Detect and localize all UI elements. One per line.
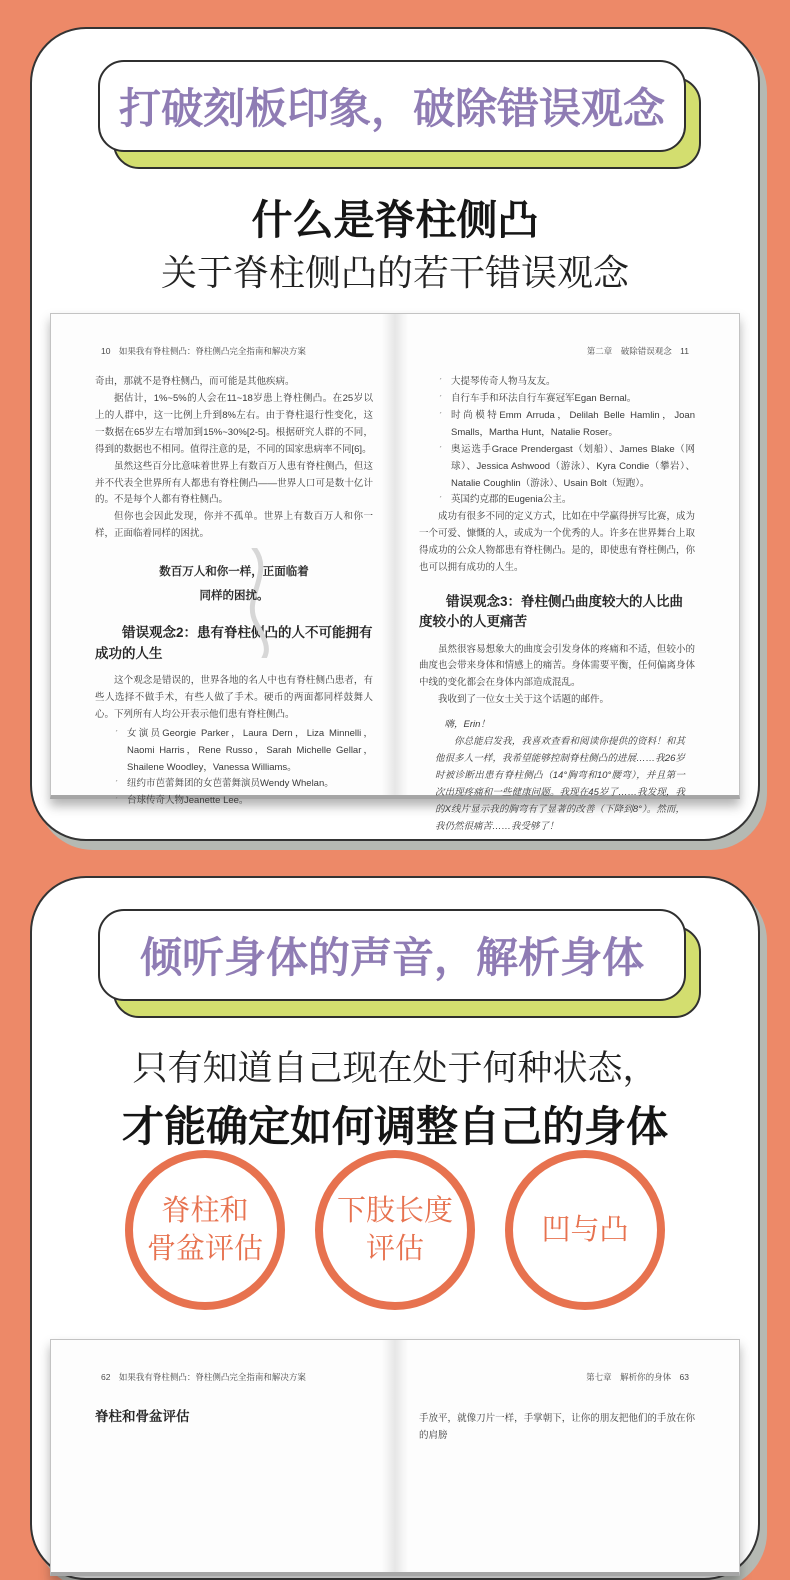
celebrity-list-left (95, 726, 373, 811)
running-title: 第七章 解析你的身体 (586, 1372, 672, 1382)
bullet-icon: ˊ (439, 377, 442, 388)
book1-left-running-head (95, 344, 373, 359)
letter-salutation: 嗨，Erin！ (444, 719, 490, 731)
paragraph: 但你也会因此发现，你并不孤单。世界上有数百万人和你一样，正面临着同样的困扰。 (95, 511, 373, 540)
book2-right-page (395, 1340, 739, 1572)
section2-line2: 才能确定如何调整自己的身体 (121, 1103, 668, 1150)
book1-left-page (51, 314, 395, 807)
pull-quote-line2: 同样的困扰。 (199, 590, 269, 603)
book2-right-running-head (419, 1370, 695, 1385)
section1-title: 什么是脊柱侧凸 (251, 197, 539, 243)
book2-left-running-head (95, 1370, 373, 1385)
section1-badge-label: 打破刻板印象，破除错误观念 (118, 85, 665, 132)
bullet-icon: ˊ (439, 410, 442, 421)
page-number: 10 (101, 346, 111, 356)
section-card-assessment (30, 876, 760, 1580)
list-item: ˊ 时尚模特Emm Arruda，Delilah Belle Hamlin，Joan Smalls，Martha Hunt，Natalie Roser。 (439, 409, 695, 438)
running-title: 如果我有脊柱侧凸：脊柱侧凸完全指南和解决方案 (118, 346, 306, 356)
list-item: ˊ 自行车手和环法自行车赛冠军Egan Bernal。 (441, 391, 695, 408)
section2-line1: 只有知道自己现在处于何种状态， (132, 1049, 658, 1088)
paragraph: 虽然很容易想象大的曲度会引发身体的疼痛和不适，但较小的曲度也会带来身体和情感上的痛苦。身体需要平衡，任何偏离身体中线的变化都会在身体内部造成混乱。 (419, 643, 695, 689)
list-item: ˊ 台球传奇人物Jeanette Lee。 (117, 793, 373, 810)
running-title: 第二章 破除错误观念 (586, 346, 672, 356)
section1-subtitle: 关于脊柱侧凸的若干错误观念 (160, 252, 629, 293)
circle-spine-pelvis-assessment: 脊柱和 骨盆评估 (125, 1150, 285, 1310)
list-item: ˊ 女演员Georgie Parker，Laura Dern，Liza Minnelli，Naomi Harris，Rene Russo，Sarah Michelle Gellar，Shailene Woodley，Vanessa Williams。 (115, 727, 373, 773)
list-item: ˊ 奥运选手Grace Prendergast（划船）、James Blake（网球）、Jessica Ashwood（游泳）、Kyra Condie（攀岩）、Natalie Coughlin（游泳）、Usain Bolt（短跑）。 (439, 443, 695, 489)
section2-badge-label: 倾听身体的声音，解析身体 (139, 934, 644, 981)
book1-right-running-head (419, 344, 695, 359)
page-number: 11 (680, 346, 689, 356)
book-spread-photo-2 (50, 1339, 740, 1576)
assessment-circles (32, 1150, 758, 1310)
paragraph: 虽然这些百分比意味着世界上有数百万人患有脊柱侧凸，但这并不代表全世界所有人都患有脊柱侧凸——世界人口可是数十亿计的。不是每个人都有脊柱侧凸。 (95, 460, 373, 506)
paragraph: 据估计，1%~5%的人会在11~18岁患上脊柱侧凸。在25岁以上的人群中，这一比例上升到8%左右。由于脊柱退行性变化，这一数据在65岁左右增加到15%~30%[2-5]。根据研究人群的不同，得到的数据也不相同。值得注意的是，不同的国家患病率不同[6]。 (95, 393, 373, 455)
badge-face (98, 60, 686, 152)
paragraph: 我收到了一位女士关于这个话题的邮件。 (438, 694, 610, 706)
bullet-icon: ˊ (439, 444, 442, 455)
pull-quote (95, 560, 373, 608)
paragraph: 手放平，就像刀片一样，手掌朝下，让你的朋友把他们的手放在你的肩膀 (419, 1413, 695, 1442)
section2-badge (98, 909, 686, 1001)
assessment-heading: 脊柱和骨盆评估 (95, 1409, 190, 1425)
paragraph: 成功有很多不同的定义方式，比如在中学赢得拼写比赛，成为一个可爱、慷慨的人，或成为一个优秀的人。许多在世界舞台上取得成功的公众人物都患有脊柱侧凸。是的，即使患有脊柱侧凸，你也可以拥有成功的人生。 (419, 511, 695, 574)
bullet-icon: ˊ (439, 495, 442, 506)
running-title: 如果我有脊柱侧凸：脊柱侧凸完全指南和解决方案 (118, 1372, 306, 1382)
pull-quote-line1: 数百万人和你一样，正面临着 (159, 566, 309, 579)
page-number: 63 (679, 1372, 689, 1382)
list-item: ˊ 英国约克郡的Eugenia公主。 (441, 492, 695, 509)
list-item: ˊ 纽约市芭蕾舞团的女芭蕾舞演员Wendy Whelan。 (117, 776, 373, 793)
bullet-icon: ˊ (115, 728, 118, 739)
circle-concave-convex: 凹与凸 (505, 1150, 665, 1310)
letter-body: 你总能启发我，我喜欢查看和阅读你提供的资料！和其他很多人一样，我希望能够控制脊柱侧凸的进展……我26岁时被诊断出患有脊柱侧凸（14°胸弯和10°腰弯），并且第一次出现疼痛和一些健康问题。我现在45岁了……我发现，我的X线片显示我的胸弯有了显著的改善（下降到8°）。然而，我仍然很痛苦……我受够了！ (435, 736, 685, 832)
bullet-icon: ˊ (115, 779, 118, 790)
paragraph: 这个观念是错误的，世界各地的名人中也有脊柱侧凸患者，有些人选择不做手术，有些人做了手术。硬币的两面都同样鼓舞人心。下列所有人均公开表示他们患有脊柱侧凸。 (95, 674, 373, 720)
circle-leg-length-assessment: 下肢长度 评估 (315, 1150, 475, 1310)
misconception-3-heading: 错误观念3：脊柱侧凸曲度较大的人比曲度较小的人更痛苦 (419, 594, 684, 630)
reader-letter (419, 709, 695, 835)
list-item: ˊ 大提琴传奇人物马友友。 (441, 374, 695, 391)
celebrity-list-right (419, 374, 695, 509)
book1-right-page (395, 314, 739, 832)
book2-left-page (51, 1340, 395, 1572)
bullet-icon: ˊ (115, 796, 118, 807)
paragraph: 奇由，那就不是脊柱侧凸，而可能是其他疾病。 (95, 376, 295, 388)
page-number: 62 (101, 1372, 111, 1382)
book-spread-photo-1 (50, 313, 740, 832)
bullet-icon: ˊ (439, 394, 442, 405)
badge-face (98, 909, 686, 1001)
section-card-misconceptions (30, 27, 760, 841)
misconception-2-heading: 错误观念2：患有脊柱侧凸的人不可能拥有成功的人生 (95, 625, 373, 661)
section1-badge (98, 60, 686, 152)
